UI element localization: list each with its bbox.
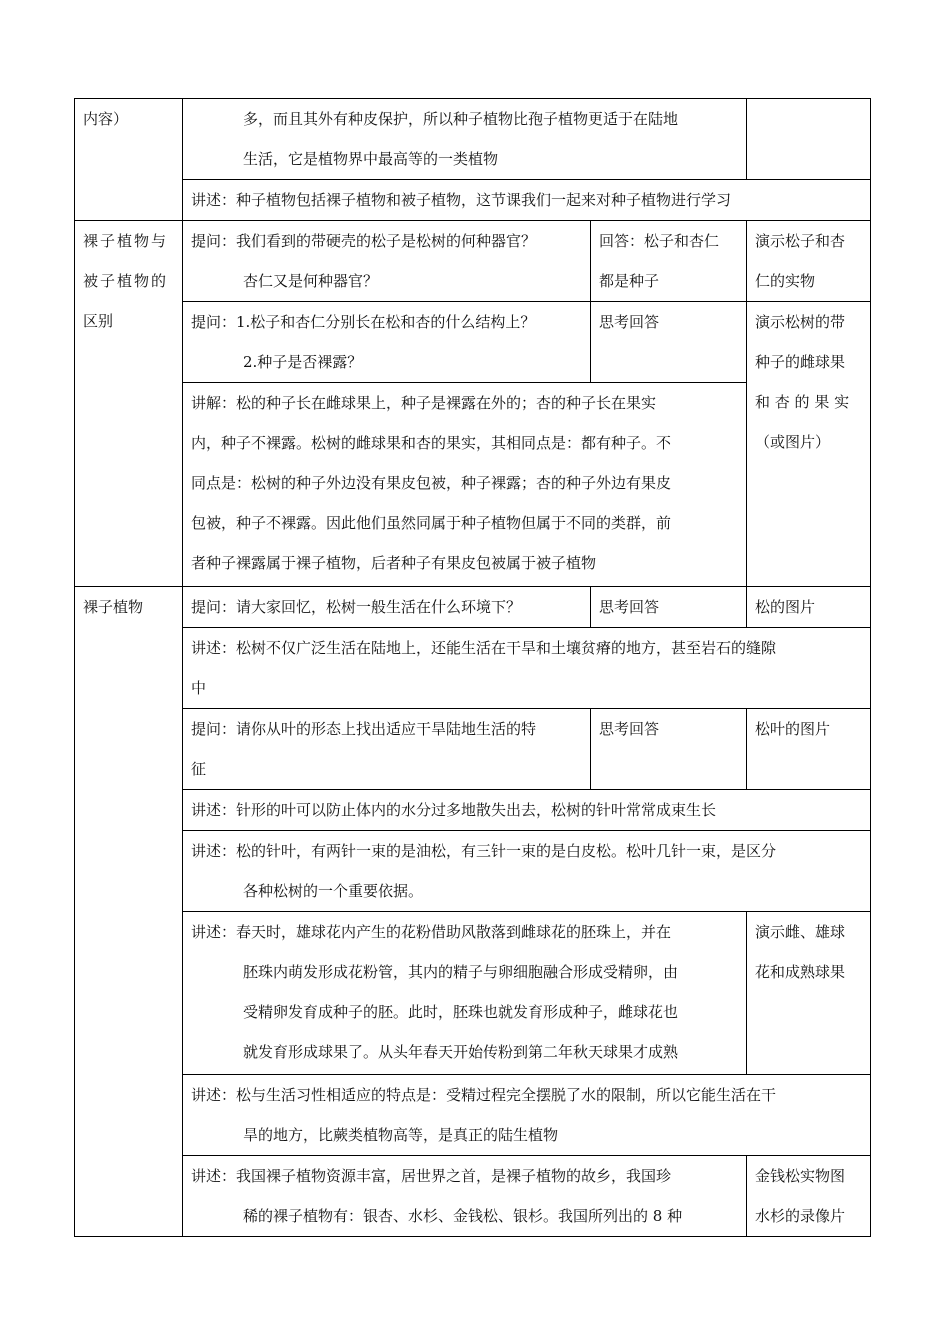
table-row xyxy=(75,1075,871,1156)
section-cell xyxy=(75,221,183,587)
section-label: 内容） xyxy=(83,110,129,128)
media-cell xyxy=(747,1156,871,1237)
text-line: 讲解：松的种子长在雌球果上，种子是裸露在外的；杏的种子长在果实 xyxy=(191,394,657,412)
table-row xyxy=(75,180,871,221)
teacher-activity-cell xyxy=(183,99,747,180)
text-line: 包被，种子不裸露。因此他们虽然同属于种子植物但属于不同的类群，前 xyxy=(191,514,672,532)
media-cell xyxy=(747,587,871,628)
section-cell xyxy=(75,99,183,221)
text-line: 讲述：松树不仅广泛生活在陆地上，还能生活在干旱和土壤贫瘠的地方，甚至岩石的缝隙 xyxy=(191,639,777,657)
text-line: 松叶的图片 xyxy=(755,720,831,738)
text-line: 讲述：松的针叶，有两针一束的是油松，有三针一束的是白皮松。松叶几针一束，是区分 xyxy=(191,842,777,860)
text-line: 稀的裸子植物有：银杏、水杉、金钱松、银杉。我国所列出的 8 种 xyxy=(243,1207,683,1225)
narration-cell xyxy=(183,1075,871,1156)
media-cell xyxy=(747,709,871,790)
teacher-activity-cell xyxy=(183,709,591,790)
narration-cell xyxy=(183,831,871,912)
text-line: 胚珠内萌发形成花粉管，其内的精子与卵细胞融合形成受精卵，由 xyxy=(243,963,679,981)
text-line: 讲述：针形的叶可以防止体内的水分过多地散失出去，松树的针叶常常成束生长 xyxy=(191,801,717,819)
student-activity-cell xyxy=(591,302,747,383)
text-line: 演示松子和杏 xyxy=(755,232,846,250)
text-line: 水杉的录像片 xyxy=(755,1207,846,1225)
teacher-activity-cell xyxy=(183,221,591,302)
lesson-plan-table xyxy=(74,98,871,1237)
table-row xyxy=(75,831,871,912)
text-line: 思考回答 xyxy=(599,598,660,616)
narration-cell xyxy=(183,1156,747,1237)
table-row xyxy=(75,99,871,180)
student-activity-cell xyxy=(591,221,747,302)
text-line: 思考回答 xyxy=(599,720,660,738)
text-line: 征 xyxy=(191,760,207,778)
table-row xyxy=(75,709,871,790)
text-line: 都是种子 xyxy=(599,272,660,290)
text-line: 旱的地方，比蕨类植物高等，是真正的陆生植物 xyxy=(243,1126,559,1144)
text-line: 仁的实物 xyxy=(755,272,816,290)
text-line: 提问：请你从叶的形态上找出适应干旱陆地生活的特 xyxy=(191,720,537,738)
narration-cell xyxy=(183,790,871,831)
media-cell xyxy=(747,302,871,587)
table-row xyxy=(75,587,871,628)
text-line: 中 xyxy=(191,679,207,697)
narration-cell xyxy=(183,628,871,709)
table-row xyxy=(75,790,871,831)
text-line: 松的图片 xyxy=(755,598,816,616)
text-line: 讲述：春天时，雄球花内产生的花粉借助风散落到雌球花的胚珠上，并在 xyxy=(191,923,672,941)
section-label: 裸子植物 xyxy=(83,598,144,616)
text-line: 提问：请大家回忆，松树一般生活在什么环境下？ xyxy=(191,598,522,616)
text-line: 金钱松实物图 xyxy=(755,1167,846,1185)
text-line: 思考回答 xyxy=(599,313,660,331)
section-label: 裸子植物与 xyxy=(83,232,169,250)
text-line: （或图片） xyxy=(755,433,831,451)
table-row xyxy=(75,628,871,709)
narration-cell xyxy=(183,180,871,221)
text-line: 回答：松子和杏仁 xyxy=(599,232,720,250)
section-label: 区别 xyxy=(83,312,114,330)
text-line: 者种子裸露属于裸子植物，后者种子有果皮包被属于被子植物 xyxy=(191,554,597,572)
text-line: 生活，它是植物界中最高等的一类植物 xyxy=(243,150,499,168)
text-line: 和 杏 的 果 实 xyxy=(755,393,850,411)
narration-cell xyxy=(183,912,747,1075)
text-line: 花和成熟球果 xyxy=(755,963,846,981)
table-row xyxy=(75,912,871,1075)
media-cell xyxy=(747,912,871,1075)
student-activity-cell xyxy=(591,709,747,790)
text-line: 讲述：松与生活习性相适应的特点是：受精过程完全摆脱了水的限制，所以它能生活在干 xyxy=(191,1086,777,1104)
text-line: 就发育形成球果了。从头年春天开始传粉到第二年秋天球果才成熟 xyxy=(243,1043,679,1061)
text-line: 提问：我们看到的带硬壳的松子是松树的何种器官？ xyxy=(191,232,537,250)
table-row xyxy=(75,221,871,302)
text-line: 杏仁又是何种器官？ xyxy=(243,272,379,290)
text-line: 受精卵发育成种子的胚。此时，胚珠也就发育形成种子，雌球花也 xyxy=(243,1003,679,1021)
media-cell xyxy=(747,99,871,180)
text-line: 讲述：种子植物包括裸子植物和被子植物，这节课我们一起来对种子植物进行学习 xyxy=(191,191,732,209)
text-line: 讲述：我国裸子植物资源丰富，居世界之首，是裸子植物的故乡，我国珍 xyxy=(191,1167,672,1185)
student-activity-cell xyxy=(591,587,747,628)
teacher-activity-cell xyxy=(183,302,591,383)
text-line: 多，而且其外有种皮保护，所以种子植物比孢子植物更适于在陆地 xyxy=(243,110,679,128)
section-label: 被子植物的 xyxy=(83,272,169,290)
text-line: 演示松树的带 xyxy=(755,313,846,331)
text-line: 演示雌、雄球 xyxy=(755,923,846,941)
text-line: 种子的雌球果 xyxy=(755,353,846,371)
text-line: 各种松树的一个重要依据。 xyxy=(243,882,424,900)
text-line: 2.种子是否裸露？ xyxy=(243,353,363,371)
text-line: 同点是：松树的种子外边没有果皮包被，种子裸露；杏的种子外边有果皮 xyxy=(191,474,672,492)
table-row xyxy=(75,302,871,383)
text-line: 内，种子不裸露。松树的雌球果和杏的果实，其相同点是：都有种子。不 xyxy=(191,434,672,452)
teacher-activity-cell xyxy=(183,587,591,628)
text-line: 提问：1.松子和杏仁分别长在松和杏的什么结构上？ xyxy=(191,313,536,331)
explanation-cell xyxy=(183,383,747,587)
table-row xyxy=(75,1156,871,1237)
section-cell xyxy=(75,587,183,1237)
media-cell xyxy=(747,221,871,302)
